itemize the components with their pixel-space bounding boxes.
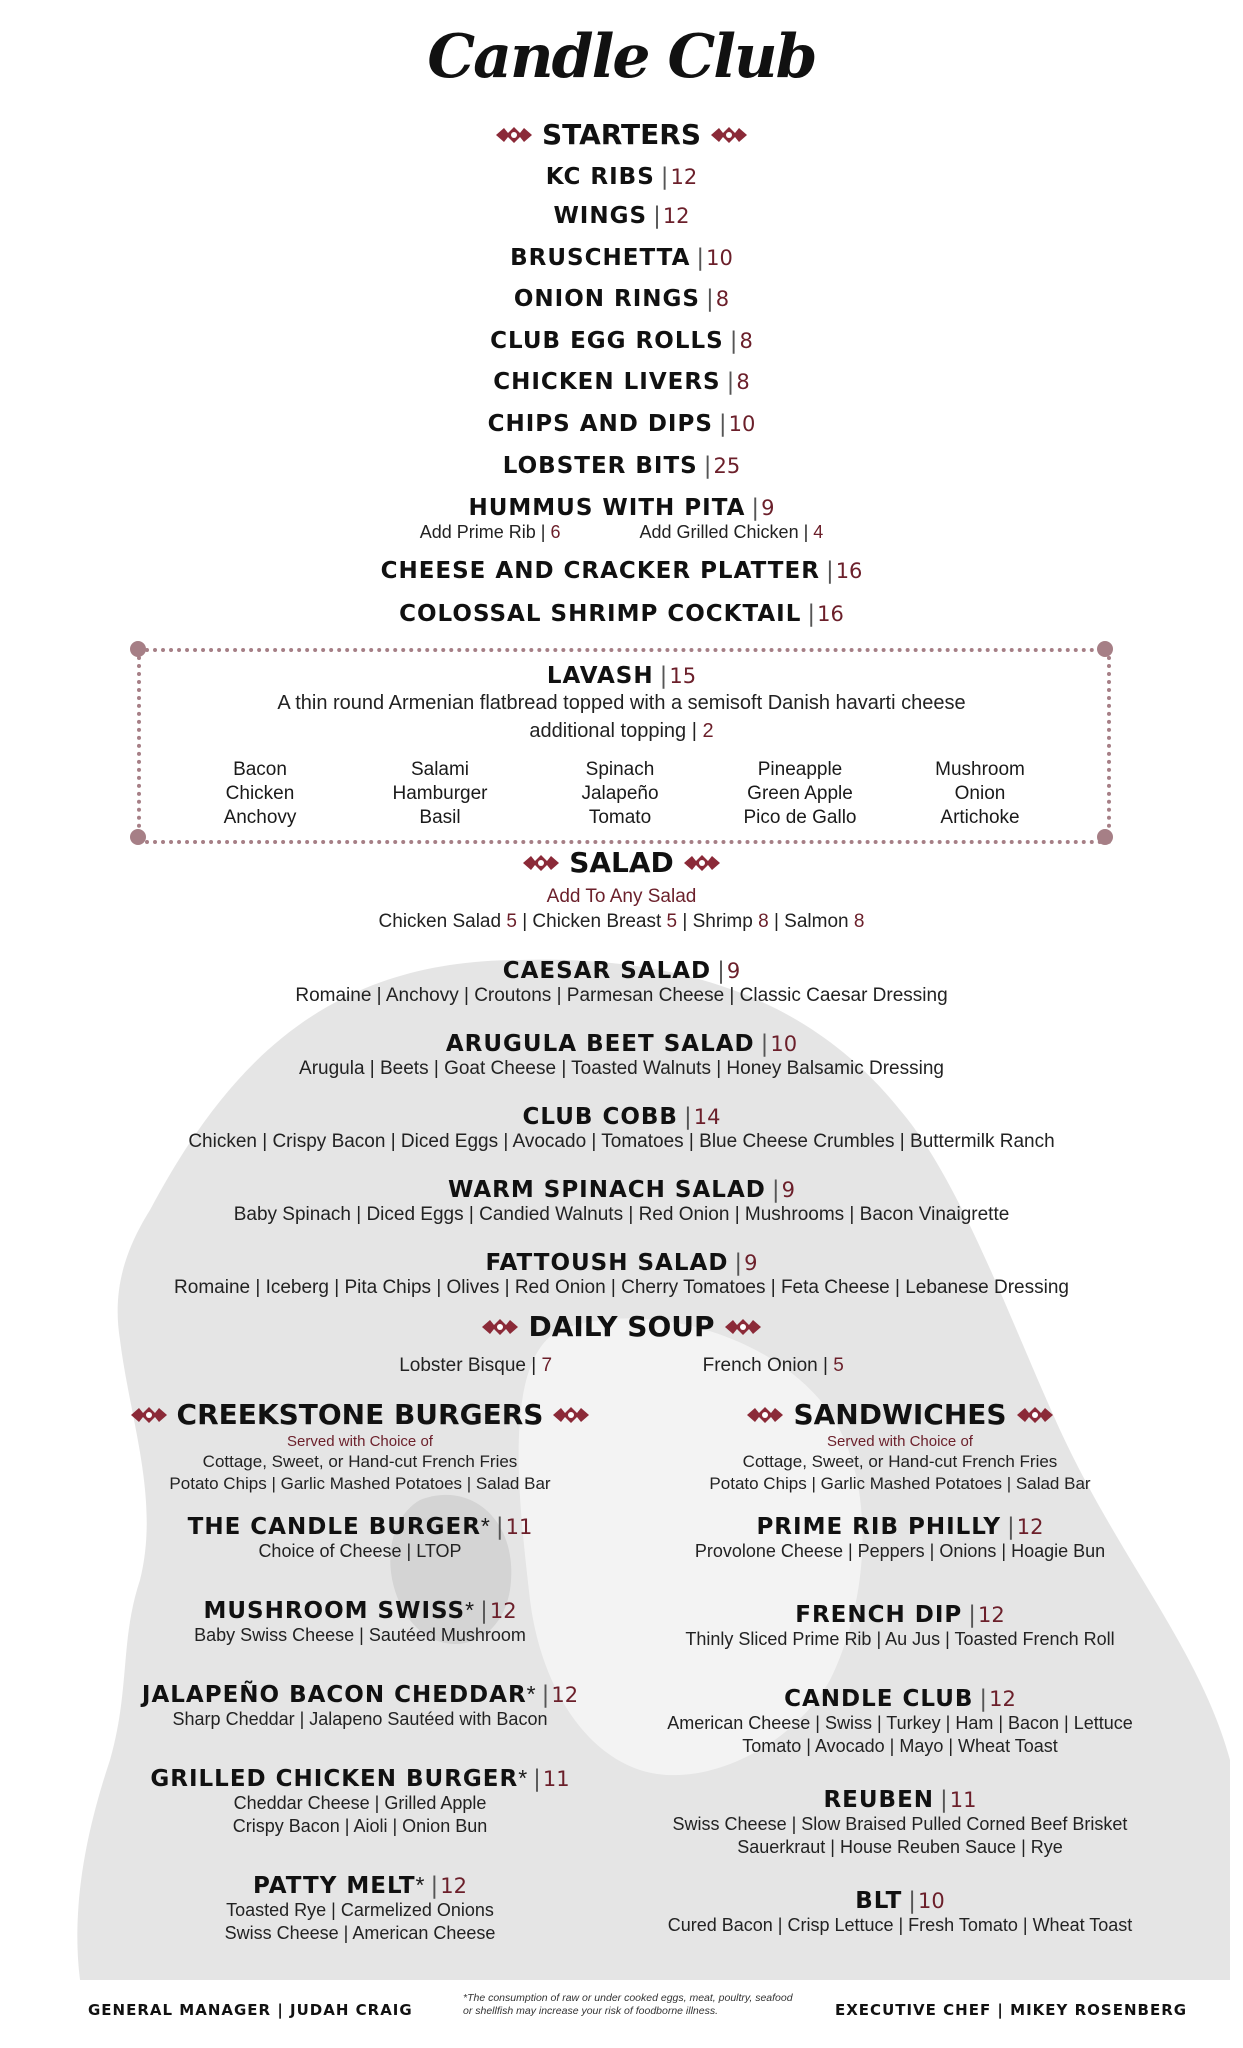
item-description: Cured Bacon | Crisp Lettuce | Fresh Tomato | Wheat Toast xyxy=(667,1915,1133,1935)
topping: Salami xyxy=(410,759,470,780)
executive-chef: EXECUTIVE CHEF | MIKEY ROSENBERG xyxy=(835,2001,1188,2019)
menu-item: PATTY MELT* |12 xyxy=(253,1872,467,1899)
item-description: Cheddar Cheese | Grilled Apple xyxy=(233,1793,487,1813)
ornament-icon xyxy=(129,1405,169,1425)
lavash-item: LAVASH |15 xyxy=(546,663,697,689)
hummus-addons: Add Prime Rib | 6 Add Grilled Chicken | 4 xyxy=(419,522,824,542)
soup-header xyxy=(0,1310,1243,1343)
menu-item: KC RIBS |12 xyxy=(545,164,698,190)
item-description: Swiss Cheese | American Cheese xyxy=(224,1923,496,1943)
topping: Bacon xyxy=(233,759,287,780)
item-description: Baby Spinach | Diced Eggs | Candied Walnuts | Red Onion | Mushrooms | Bacon Vinaigrette xyxy=(233,1204,1010,1225)
menu-item: FRENCH DIP |12 xyxy=(795,1602,1005,1628)
burgers-column xyxy=(80,1398,640,1945)
menu-item: LOBSTER BITS |25 xyxy=(502,453,741,479)
item-description: Sauerkraut | House Reuben Sauce | Rye xyxy=(737,1837,1063,1857)
menu-item: CAESAR SALAD |9 xyxy=(502,958,741,984)
topping: Onion xyxy=(954,783,1006,804)
topping: Pico de Gallo xyxy=(743,807,857,828)
menu-item: GRILLED CHICKEN BURGER* |11 xyxy=(150,1765,570,1792)
item-description: Choice of Cheese | LTOP xyxy=(258,1541,462,1561)
menu-item: CLUB EGG ROLLS |8 xyxy=(490,328,753,354)
restaurant-logo: Candle Club xyxy=(427,22,816,92)
ornament-icon xyxy=(1015,1405,1055,1425)
ornament-icon xyxy=(709,125,749,145)
item-description: Chicken | Crispy Bacon | Diced Eggs | Avocado | Tomatoes | Blue Cheese Crumbles | Buttermilk Ranch xyxy=(188,1131,1055,1152)
item-description: Baby Swiss Cheese | Sautéed Mushroom xyxy=(194,1625,526,1645)
menu-item: CANDLE CLUB |12 xyxy=(784,1686,1016,1712)
menu-item: ARUGULA BEET SALAD |10 xyxy=(445,1031,798,1057)
burgers-served: Served with Choice of xyxy=(287,1433,433,1450)
menu-item: CHICKEN LIVERS |8 xyxy=(493,369,750,395)
salad-addons: Chicken Salad 5 | Chicken Breast 5 | Shrimp 8 | Salmon 8 xyxy=(378,911,865,932)
topping: Basil xyxy=(419,807,461,828)
ornament-icon xyxy=(521,853,561,873)
menu-item: BRUSCHETTA |10 xyxy=(510,245,733,271)
topping: Pineapple xyxy=(757,759,843,780)
ornament-icon xyxy=(682,853,722,873)
topping: Artichoke xyxy=(940,807,1020,828)
menu-item: WINGS |12 xyxy=(553,203,690,229)
topping: Anchovy xyxy=(223,807,297,828)
burgers-sides: Potato Chips | Garlic Mashed Potatoes | Salad Bar xyxy=(169,1474,551,1493)
menu-item: MUSHROOM SWISS* |12 xyxy=(203,1597,517,1624)
starters-title: STARTERS xyxy=(541,118,702,151)
topping: Spinach xyxy=(585,759,655,780)
starters-header xyxy=(0,118,1243,151)
menu-item: WARM SPINACH SALAD |9 xyxy=(448,1177,795,1203)
salad-add-label: Add To Any Salad xyxy=(546,886,697,907)
menu-item: HUMMUS WITH PITA |9 xyxy=(468,495,775,521)
item-description: Crispy Bacon | Aioli | Onion Bun xyxy=(232,1816,488,1836)
salad-header xyxy=(0,846,1243,879)
sandwiches-header xyxy=(620,1398,1180,1431)
ornament-icon xyxy=(494,125,534,145)
burgers-title: CREEKSTONE BURGERS xyxy=(176,1398,544,1431)
ornament-icon xyxy=(745,1405,785,1425)
item-description: Arugula | Beets | Goat Cheese | Toasted Walnuts | Honey Balsamic Dressing xyxy=(299,1058,944,1079)
box-corner xyxy=(1097,641,1113,657)
menu-item: THE CANDLE BURGER* |11 xyxy=(187,1513,533,1540)
item-description: Thinly Sliced Prime Rib | Au Jus | Toasted French Roll xyxy=(685,1629,1115,1649)
menu-item: REUBEN |11 xyxy=(823,1787,977,1813)
ornament-icon xyxy=(723,1317,763,1337)
menu-item: JALAPEÑO BACON CHEDDAR* |12 xyxy=(141,1681,579,1708)
topping: Mushroom xyxy=(935,759,1025,780)
ornament-icon xyxy=(551,1405,591,1425)
item-description: Romaine | Iceberg | Pita Chips | Olives | Red Onion | Cherry Tomatoes | Feta Cheese | Lebanese Dressing xyxy=(174,1277,1069,1298)
sandwiches-column xyxy=(620,1398,1180,1937)
menu-item: CHEESE AND CRACKER PLATTER |16 xyxy=(380,558,863,584)
item-description: Swiss Cheese | Slow Braised Pulled Corned Beef Brisket xyxy=(672,1814,1128,1834)
box-corner xyxy=(1097,829,1113,845)
sandwiches-sides: Cottage, Sweet, or Hand-cut French Fries xyxy=(742,1452,1058,1471)
burgers-header xyxy=(80,1398,640,1431)
lavash-description: A thin round Armenian flatbread topped with a semisoft Danish havarti cheese xyxy=(277,692,966,714)
topping: Tomato xyxy=(588,807,652,828)
burgers-sides: Cottage, Sweet, or Hand-cut French Fries xyxy=(202,1452,518,1471)
item-description: Provolone Cheese | Peppers | Onions | Hoagie Bun xyxy=(694,1541,1106,1561)
salad-title: SALAD xyxy=(569,846,674,879)
topping-grid xyxy=(170,758,1070,830)
menu-item: ONION RINGS |8 xyxy=(513,286,730,312)
menu-item: COLOSSAL SHRIMP COCKTAIL |16 xyxy=(399,601,844,627)
menu-item: CLUB COBB |14 xyxy=(522,1104,721,1130)
box-corner xyxy=(130,829,146,845)
ornament-icon xyxy=(480,1317,520,1337)
menu-item: CHIPS AND DIPS |10 xyxy=(487,411,756,437)
topping: Green Apple xyxy=(747,783,853,804)
topping: Jalapeño xyxy=(581,783,659,804)
general-manager: GENERAL MANAGER | JUDAH CRAIG xyxy=(88,2001,413,2019)
sandwiches-title: SANDWICHES xyxy=(793,1398,1007,1431)
lavash-topping-line: additional topping | 2 xyxy=(529,720,714,742)
menu-item: BLT |10 xyxy=(855,1888,945,1914)
item-description: Sharp Cheddar | Jalapeno Sautéed with Bacon xyxy=(172,1709,548,1729)
soup-title: DAILY SOUP xyxy=(528,1310,715,1343)
soup-items: Lobster Bisque | 7 French Onion | 5 xyxy=(399,1355,844,1376)
item-description: Tomato | Avocado | Mayo | Wheat Toast xyxy=(742,1736,1058,1756)
menu-item: PRIME RIB PHILLY |12 xyxy=(756,1514,1044,1540)
menu-item: FATTOUSH SALAD |9 xyxy=(485,1250,758,1276)
item-description: American Cheese | Swiss | Turkey | Ham | Bacon | Lettuce xyxy=(667,1713,1133,1733)
consumption-disclaimer: *The consumption of raw or under cooked eggs, meat, poultry, seafood or shellfish may increase your risk of foodborne illness. xyxy=(463,1992,793,2017)
topping: Hamburger xyxy=(392,783,488,804)
sandwiches-served: Served with Choice of xyxy=(827,1433,973,1450)
sandwiches-sides: Potato Chips | Garlic Mashed Potatoes | Salad Bar xyxy=(709,1474,1091,1493)
topping: Chicken xyxy=(225,783,295,804)
item-description: Romaine | Anchovy | Croutons | Parmesan Cheese | Classic Caesar Dressing xyxy=(295,985,948,1006)
item-description: Toasted Rye | Carmelized Onions xyxy=(226,1900,494,1920)
box-corner xyxy=(130,641,146,657)
